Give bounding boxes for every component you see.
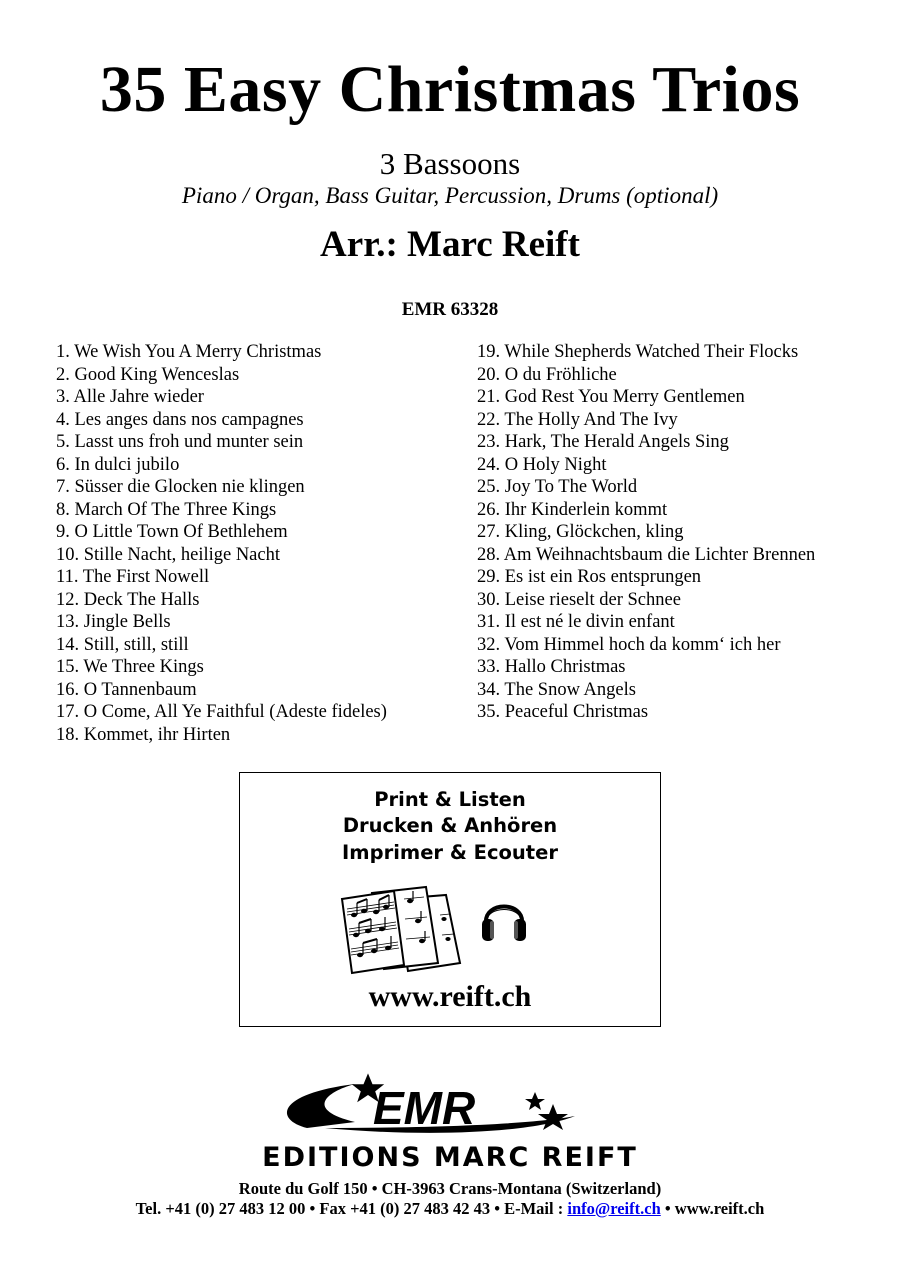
page-title: 35 Easy Christmas Trios bbox=[99, 53, 801, 126]
list-item: 25. Joy To The World bbox=[477, 477, 638, 497]
list-item: 20. O du Fröhliche bbox=[477, 364, 617, 385]
list-item: 19. While Shepherds Watched Their Flocks bbox=[477, 342, 799, 362]
sheet-music-icon bbox=[338, 885, 468, 977]
catalog-number: EMR 63328 bbox=[401, 299, 499, 320]
email-link[interactable]: info@reift.ch bbox=[567, 1199, 661, 1218]
list-item: 13. Jingle Bells bbox=[56, 612, 171, 632]
emr-logo-text: EMR bbox=[373, 1082, 476, 1134]
list-item: 15. We Three Kings bbox=[56, 657, 204, 677]
list-item: 5. Lasst uns froh und munter sein bbox=[56, 432, 304, 452]
list-item: 18. Kommet, ihr Hirten bbox=[56, 724, 231, 745]
list-item: 4. Les anges dans nos campagnes bbox=[56, 409, 304, 430]
arranger: Arr.: Marc Reift bbox=[320, 224, 580, 265]
list-item: 22. The Holly And The Ivy bbox=[477, 409, 678, 430]
list-item: 6. In dulci jubilo bbox=[56, 454, 180, 475]
list-item: 14. Still, still, still bbox=[56, 634, 189, 655]
publisher-address: Route du Golf 150 • CH-3963 Crans-Montana (Switzerland) bbox=[238, 1179, 662, 1198]
print-listen-box bbox=[239, 772, 661, 1027]
publisher-name: EDITIONS MARC REIFT bbox=[262, 1142, 638, 1173]
list-item: 35. Peaceful Christmas bbox=[477, 702, 649, 722]
list-item: 11. The First Nowell bbox=[56, 567, 210, 587]
list-item: 10. Stille Nacht, heilige Nacht bbox=[56, 544, 280, 565]
list-item: 9. O Little Town Of Bethlehem bbox=[56, 522, 288, 542]
list-item: 27. Kling, Glöckchen, kling bbox=[477, 522, 684, 542]
optional-instruments: Piano / Organ, Bass Guitar, Percussion, Drums (optional) bbox=[181, 183, 719, 208]
promo-line-de: Drucken & Anhören bbox=[342, 814, 558, 837]
list-item: 30. Leise rieselt der Schnee bbox=[477, 589, 681, 610]
list-item: 16. O Tannenbaum bbox=[56, 679, 197, 700]
headphones-icon bbox=[480, 889, 528, 945]
list-item: 12. Deck The Halls bbox=[56, 589, 200, 610]
contents-left-column bbox=[56, 341, 387, 746]
list-item: 21. God Rest You Merry Gentlemen bbox=[477, 387, 745, 407]
list-item: 23. Hark, The Herald Angels Sing bbox=[477, 432, 729, 452]
list-item: 1. We Wish You A Merry Christmas bbox=[56, 342, 322, 362]
promo-line-en: Print & Listen bbox=[374, 788, 526, 811]
list-item: 3. Alle Jahre wieder bbox=[56, 387, 204, 407]
promo-line-fr: Imprimer & Ecouter bbox=[342, 841, 558, 864]
list-item: 34. The Snow Angels bbox=[477, 679, 636, 700]
contact-line bbox=[0, 1198, 900, 1220]
phone-fax: Tel. +41 (0) 27 483 12 00 • Fax +41 (0) 27 483 42 43 • E-Mail : bbox=[135, 1199, 568, 1218]
list-item: 32. Vom Himmel hoch da komm‘ ich her bbox=[477, 634, 781, 655]
website-link[interactable]: www.reift.ch bbox=[368, 980, 532, 1013]
list-item: 31. Il est né le divin enfant bbox=[477, 612, 675, 632]
list-item: 7. Süsser die Glocken nie klingen bbox=[56, 477, 305, 497]
list-item: 28. Am Weihnachtsbaum die Lichter Brennen bbox=[477, 544, 816, 565]
instrumentation: 3 Bassoons bbox=[379, 146, 521, 181]
list-item: 17. O Come, All Ye Faithful (Adeste fideles) bbox=[56, 702, 387, 722]
list-item: 24. O Holy Night bbox=[477, 454, 607, 475]
emr-logo bbox=[235, 1072, 665, 1144]
list-item: 29. Es ist ein Ros entsprungen bbox=[477, 567, 702, 587]
website-text[interactable]: • www.reift.ch bbox=[660, 1199, 765, 1218]
contents-right-column bbox=[477, 341, 815, 724]
list-item: 8. March Of The Three Kings bbox=[56, 499, 277, 520]
list-item: 26. Ihr Kinderlein kommt bbox=[477, 499, 668, 520]
list-item: 2. Good King Wenceslas bbox=[56, 364, 240, 385]
list-item: 33. Hallo Christmas bbox=[477, 657, 626, 677]
